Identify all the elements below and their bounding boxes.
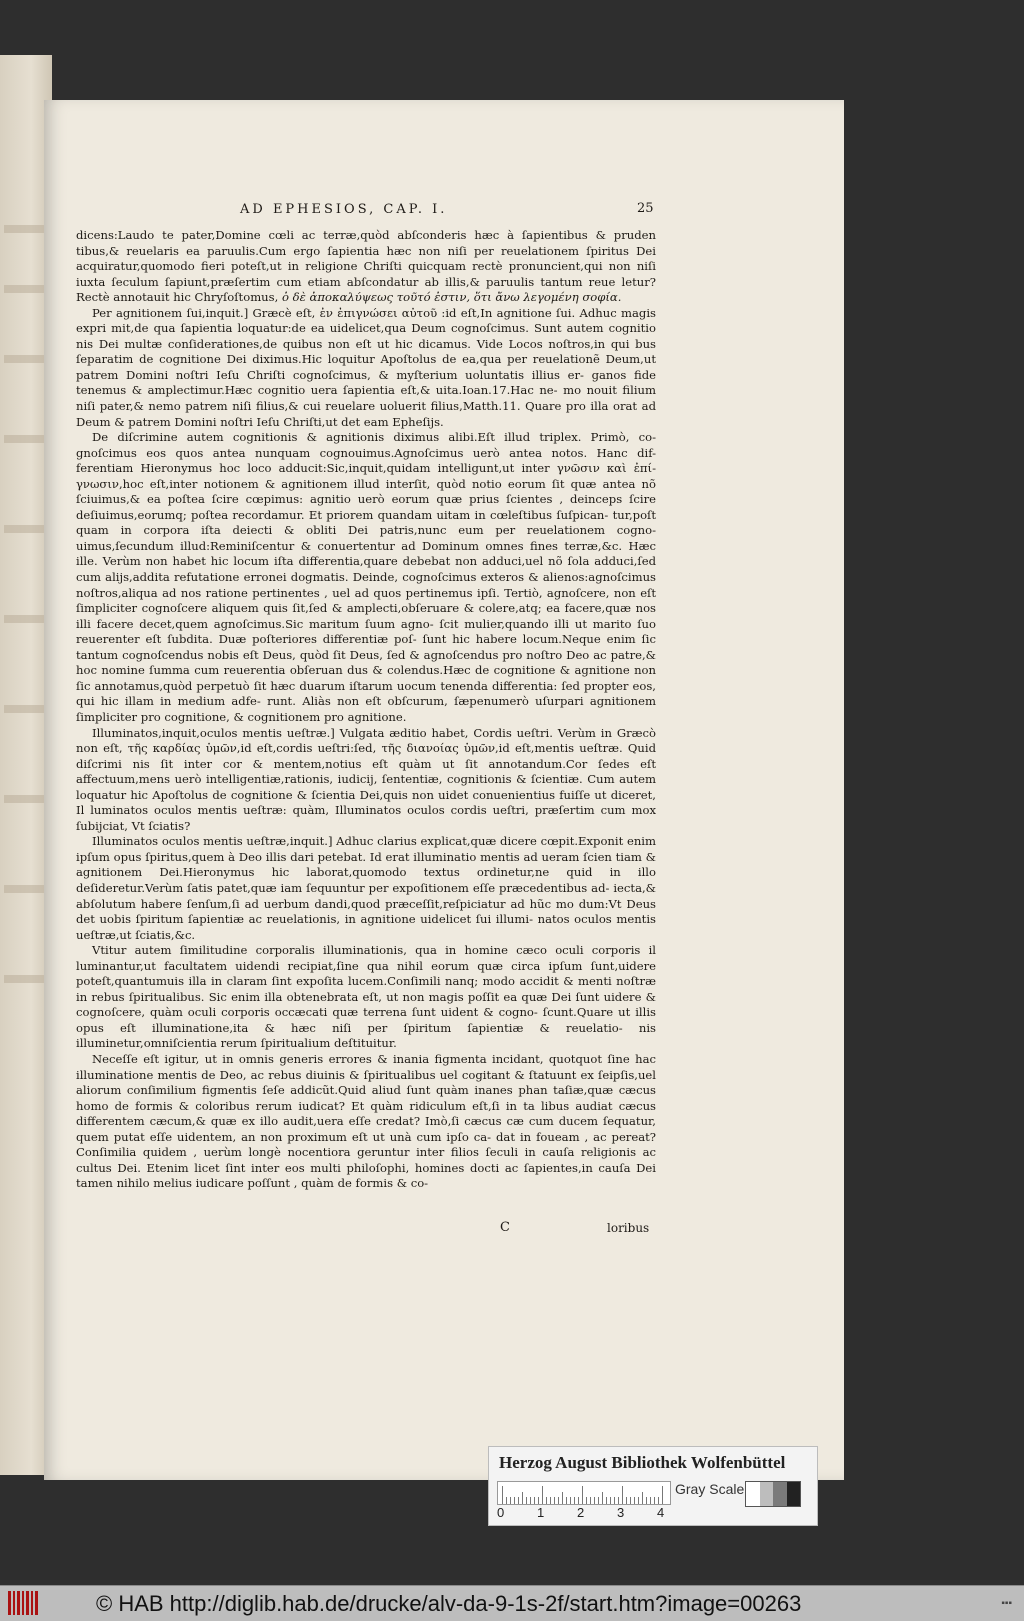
scale-number: 1 (537, 1505, 545, 1520)
ruler-tick (654, 1497, 655, 1504)
ruler-tick (606, 1497, 607, 1504)
ruler-tick (542, 1486, 543, 1504)
ruler-tick (582, 1486, 583, 1504)
ruler-tick (530, 1497, 531, 1504)
ruler-tick (514, 1497, 515, 1504)
paragraph-6: Vtitur autem ſimilitudine corporalis illuminationis, qua in homine cæco oculi corporis il luminantur,ut facultatem uidendi recipiat,ſine qua nihil eorum quæ circa ipſum ſunt,uidere poteſt,quantumuis illa in claram ſint expoſita lucem.Conſimili nanq; modo accidit & menti noſtræ in rebus ſpiritualibus. Sic enim illa obtenebrata eſt, ut non magis poſſit ea quæ Dei ſunt uidere & cognoſcere, quàm oculi corporis occæcati quæ terrena ſunt uident & cogno- ſcunt.Quare ut illis opus eſt illuminatione,ita & hæc niſi per ſpiritum ſapientiæ & reuelatio- nis illuminetur,omniſcientia rerum ſpiritualium deſtituitur. (76, 943, 656, 1051)
color-scale-card (488, 1446, 818, 1526)
ruler-tick (646, 1497, 647, 1504)
ruler-tick (594, 1497, 595, 1504)
ruler-tick (510, 1497, 511, 1504)
ruler-tick (558, 1497, 559, 1504)
ruler-tick (598, 1497, 599, 1504)
ruler-tick (658, 1497, 659, 1504)
paragraph-3: De diſcrimine autem cognitionis & agnitionis diximus alibi.Eſt illud triplex. Primò, co- gnoſcimus eos quos antea nunquam cognouimus.Agnoſcimus uerò antea notos. Hanc dif- ferentiam Hieronymus hoc loco adducit:Sic,inquit,quidam intelligunt,ut inter γνῶσιν καὶ ἐπί- γνωσιν,hoc eſt,inter notionem & agnitionem illud interſit, quòd notio eorum ſit quæ antea nõ ſciuimus,& ea poſtea ſcire cœpimus: agnitio uerò eorum quæ prius ſcientes , deinceps ſcire deſiuimus,eorumq; poſtea recordamur. Et priorem quandam uitam in cœleſtibus ſuſpican- tur,poſt quam in corpora iſta deiecti & obliti Dei patris,nunc eum per reuelationem cogno- uimus,ſecundum illud:Reminiſcentur & conuertentur ad Dominum omnes fines terræ,&c. Hæc ille. Verùm non habet hic locum iſta differentia,quare debebat non adduci,uel nõ ſola adduci,ſed cum alijs,addita refutatione erronei dogmatis. Deinde, cognoſcimus exteros & alienos:agnoſcimus noſtros,aliqua ad nos ratione pertinentes , uel ad quos pertinemus ipſi. Tertiò, agnoſcere, non eſt ſimpliciter cognoſcere aliquem quis ſit,ſed & amplecti,obſeruare & colere,atq; ea facere,quæ nos illi facere decet,quem agnoſcimus.Sic maritum ſuum agno- ſcit mulier,quando illi ut marito ſuo reuerenter eſt ſubdita. Duæ poſteriores differentiæ poſ- ſunt hic habere locum.Neque enim ſic tantum cognoſcendus nobis eſt Deus, quòd ſit Deus, ſed & agnoſcendus pro noſtro Deo ac patre,& hoc nomine ſumma cum reuerentia obſeruan dus & colendus.Hæc de cognitione & agnitione non ſic annotamus,quòd perpetuò ſit hæc duarum iſtarum uocum tenenda differentia: ſed propter eos, qui hic illam in medium adfe- runt. Aliàs non eſt obſcurum, ſæpenumerò uſurpari agnitionem ſimpliciter pro cognitione, & cognitionem pro agnitione. (76, 430, 656, 724)
footer-dots: ▪▪▪ (1001, 1598, 1012, 1609)
ruler-tick (650, 1497, 651, 1504)
ruler-tick (566, 1497, 567, 1504)
ruler-tick (630, 1497, 631, 1504)
ruler-tick (642, 1492, 643, 1504)
ruler-tick (662, 1486, 663, 1504)
ruler-tick (586, 1497, 587, 1504)
ruler-tick (578, 1497, 579, 1504)
scale-number: 3 (617, 1505, 625, 1520)
ruler-tick (602, 1492, 603, 1504)
page-number: 25 (637, 201, 654, 216)
ruler-tick (526, 1497, 527, 1504)
ruler-tick (546, 1497, 547, 1504)
ruler-tick (534, 1497, 535, 1504)
signature-mark: C (500, 1220, 510, 1235)
ruler-tick (554, 1497, 555, 1504)
copyright-url[interactable]: © HAB http://diglib.hab.de/drucke/alv-da-9-1s-2f/start.htm?image=00263 (96, 1591, 802, 1616)
ruler-tick (622, 1486, 623, 1504)
running-head: AD EPHESIOS, CAP. I. (240, 202, 448, 217)
ruler-tick (590, 1497, 591, 1504)
ruler-tick (506, 1497, 507, 1504)
paragraph-7: Neceſſe eſt igitur, ut in omnis generis errores & inania figmenta incidant, quotquot ſine hac illuminatione mentis de Deo, ac rebus diuinis & ſpiritualibus uel cogitant & ſtatuunt ex ſeipſis,uel aliorum conſimilium figmentis ſeſe addicũt.Quid aliud ſunt quàm inanes phan taſiæ,quæ cæcus homo de formis & coloribus rerum iudicat? Et quàm ridiculum eſt,ſi in ta libus audiat cæcus differentem cæcum,& quæ ex illo audit,uera eſſe credat? Imò,ſi cæcus cæ cum ducem ſequatur, quem putat eſſe uidentem, an non proximum eſt ut unà cum ipſo ca- dat in foueam , ac pereat? Conſimilia quidem , uerùm longè nocentiora geruntur inter filios ſeculi in cauſa religionis ac cultus Dei. Etenim licet ſint inter eos multi philoſophi, homines docti ac ſapientes,in cauſa Dei tamen nihilo melius iudicare poſſunt , quàm de formis & co- (76, 1051, 656, 1191)
page-text (76, 228, 656, 1192)
ruler-tick (550, 1497, 551, 1504)
scale-number: 4 (657, 1505, 665, 1520)
ruler-tick (522, 1492, 523, 1504)
footer-bar (0, 1585, 1024, 1621)
ruler-tick (570, 1497, 571, 1504)
ruler-tick (518, 1497, 519, 1504)
scale-ruler (497, 1481, 671, 1505)
barcode-icon (8, 1591, 46, 1615)
scale-number: 2 (577, 1505, 585, 1520)
paragraph-1: dicens:Laudo te pater,Domine cœli ac terræ,quòd abſconderis hæc à ſapientibus & pruden tibus,& reuelaris ea paruulis.Cum ergo ſapientia hæc non niſi per reuelationem ſpiritus Dei acquiratur,quomodo fieri poteſt,ut in religione Chriſti quicquam rectè pronuncient,qui non niſi iuxta ſeculum ſapiunt,præſertim cum etiam abſcondatur ab illis,& paruulis tantum reue letur?Rectè annotauit hic Chryſoſtomus, ὁ δὲ ἀποκαλύψεως τοῦτό ἐστιν, ὅτι ἄνω λεγομένη σοφία. (76, 228, 656, 305)
paragraph-2: Per agnitionem ſui,inquit.] Græcè eſt, ἐν ἐπιγνώσει αὐτοῦ :id eſt,In agnitione ſui. Adhuc magis expri mit,de qua ſapientia loquatur:de ea uidelicet,qua Deum cognoſcimus. Sunt autem cognitio nis Dei multæ conſiderationes,de quibus non eſt ut hic dicamus. Vide Locos noſtros,in qui bus ſeparatim de cognitione Dei diximus.Hic loquitur Apoſtolus de ea,qua per reuelationẽ Deum,ut patrem Domini noſtri Ieſu Chriſti cognoſcimus, & myſterium uoluntatis illius er- ganos fide tenemus & amplectimur.Hæc cognitio uera ſapientia eſt,& uita.Ioan.17.Hac ne- mo nouit filium niſi pater,& nemo patrem niſi filius,& cui reuelare uoluerit filius,Matth.11. Quare pro illa orat ad Deum & patrem Domini noſtri Ieſu Chriſti,ut det eam Epheſijs. (76, 305, 656, 429)
gray-scale-label: Gray Scale (675, 1481, 745, 1497)
ruler-tick (538, 1497, 539, 1504)
paragraph-5: Illuminatos oculos mentis ueſtræ,inquit.] Adhuc clarius explicat,quæ dicere cœpit.Exponit enim ipſum opus ſpiritus,quem à Deo illis dari petebat. Id erat illuminatio mentis ad ueram ſcien tiam & agnitionem Dei.Hieronymus hic laborat,quomodo textus ordinetur,ne quid in illo deſideretur.Verùm ſatis patet,quæ iam ſequuntur per expoſitionem eſſe præcedentibus ad- iecta,& abſolutum habere ſenſum,ſi ad uerbum dandi,quod præceſſit,reſpiciatur ad hũc mo dum:Vt Deus det uobis ſpiritum ſapientiæ ac reuelationis, in agnitione uidelicet ſui illumi- natos oculos mentis ueſtræ,ut ſciatis,&c. (76, 834, 656, 942)
paragraph-4: Illuminatos,inquit,oculos mentis ueſtræ.] Vulgata æditio habet, Cordis ueſtri. Verùm in Græcò non eſt, τῆς καρδίας ὑμῶν,id eſt,cordis ueſtri:ſed, τῆς διανοίας ὑμῶν,id eſt,mentis ueſtræ. Quid diſcrimi nis ſit inter cor & mentem,notius eſt quàm ut ſit annotandum.Cor ſedes eſt affectuum,mens uerò intelligentiæ,rationis, iudicij, ſententiæ, cognitionis & ſcientiæ. Cum autem loquatur hic Apoſtolus de cognitione & ſcientia Dei,quis non uidet conuenientius fuiſſe ut diceret, Il luminatos oculos mentis ueſtræ: quàm, Illuminatos oculos cordis ueſtri, præſertim cum mox ſubijciat, Vt ſciatis? (76, 725, 656, 833)
ruler-tick (638, 1497, 639, 1504)
ruler-tick (574, 1497, 575, 1504)
gray-scale-swatch (745, 1481, 801, 1507)
scale-number: 0 (497, 1505, 505, 1520)
ruler-tick (614, 1497, 615, 1504)
ruler-tick (634, 1497, 635, 1504)
ruler-tick (502, 1486, 503, 1504)
greek-quote: ὁ δὲ ἀποκαλύψεως τοῦτό ἐστιν, ὅτι ἄνω λεγομένη σοφία. (281, 290, 622, 305)
library-name: Herzog August Bibliothek Wolfenbüttel (499, 1453, 786, 1472)
catchword: loribus (607, 1221, 650, 1235)
ruler-tick (610, 1497, 611, 1504)
ruler-tick (562, 1492, 563, 1504)
ruler-tick (618, 1497, 619, 1504)
ruler-tick (626, 1497, 627, 1504)
